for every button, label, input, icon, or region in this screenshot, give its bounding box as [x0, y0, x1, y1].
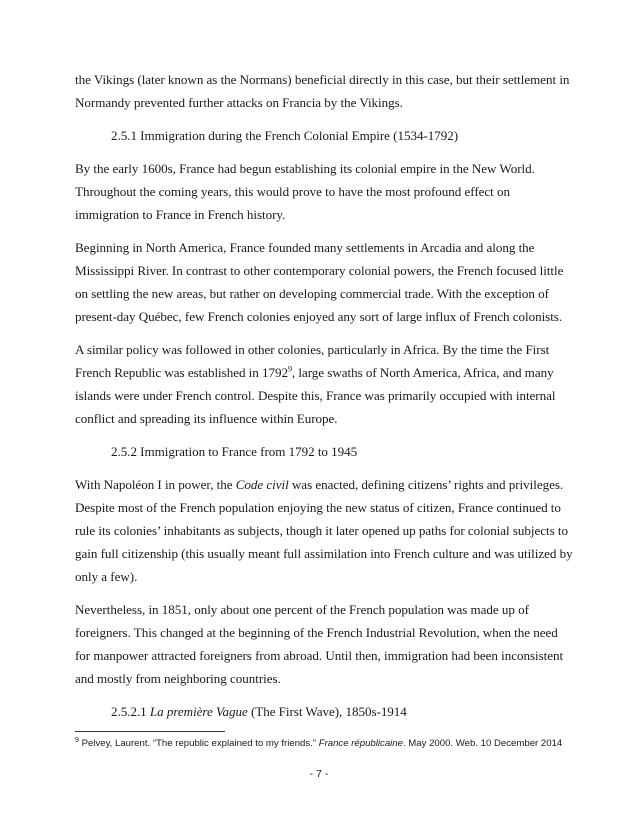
footnote-italic-title: France républicaine — [318, 738, 403, 749]
footnote-number: 9 — [75, 736, 79, 744]
section-heading-2-5-2-1 — [111, 700, 575, 723]
paragraph: Nevertheless, in 1851, only about one percent of the French population was made up of foreigners. This changed at the beginning of the French Industrial Revolution, when the need for manpower attracted foreigners from abroad. Until then, immigration had been inconsistent and mostly from neighboring countries. — [75, 602, 564, 686]
paragraph — [75, 338, 575, 430]
paragraph: Beginning in North America, France founded many settlements in Arcadia and along the Mississippi River. In contrast to other contemporary colonial powers, the French focused little on settling the new areas, but rather on developing commercial trade. With the exception of present-day Québec, few French colonies enjoyed any sort of large influx of French colonists. — [75, 240, 564, 324]
body-text — [75, 68, 575, 733]
section-heading-2-5-2: 2.5.2 Immigration to France from 1792 to 1945 — [111, 444, 358, 459]
italic-term: Code civil — [235, 477, 289, 492]
footnote-text: Pelvey, Laurent. “The republic explained to my friends.” — [78, 738, 319, 749]
page-number: - 7 - — [309, 768, 329, 780]
heading-text: (The First Wave), 1850s-1914 — [247, 704, 407, 719]
paragraph — [75, 473, 575, 588]
paragraph-text: , large swaths of North America, Africa, and many islands were under French control. Despite this, France was primarily occupied with internal conflict and spreading its influence within Europe. — [75, 365, 556, 426]
footnote-reference[interactable]: 9 — [287, 364, 292, 374]
paragraph: the Vikings (later known as the Normans) beneficial directly in this case, but their settlement in Normandy prevented further attacks on Francia by the Vikings. — [75, 72, 570, 110]
heading-italic-title: La première Vague — [149, 704, 248, 719]
footnote-text: . May 2000. Web. 10 December 2014 — [402, 738, 563, 749]
heading-number: 2.5.2.1 — [111, 704, 150, 719]
paragraph: By the early 1600s, France had begun establishing its colonial empire in the New World. Throughout the coming years, this would prove to have the most profound effect on immigration to France in French history. — [75, 161, 535, 222]
footnote-separator — [75, 731, 225, 732]
paragraph-text: With Napoléon I in power, the — [75, 477, 236, 492]
paragraph-text: was enacted, defining citizens’ rights and privileges. Despite most of the French population enjoying the new status of citizen, France continued to rule its colonies’ inhabitants as subjects, though it later opened up paths for colonial subjects to gain full citizenship (this usually meant full assimilation into French culture and was utilized by only a few). — [75, 477, 573, 584]
section-heading-2-5-1: 2.5.1 Immigration during the French Colonial Empire (1534-1792) — [111, 128, 459, 143]
paragraph-text: A similar policy was followed in other colonies, particularly in Africa. By the time the First French Republic was established in 1792 — [75, 342, 550, 380]
footnote — [75, 737, 595, 751]
